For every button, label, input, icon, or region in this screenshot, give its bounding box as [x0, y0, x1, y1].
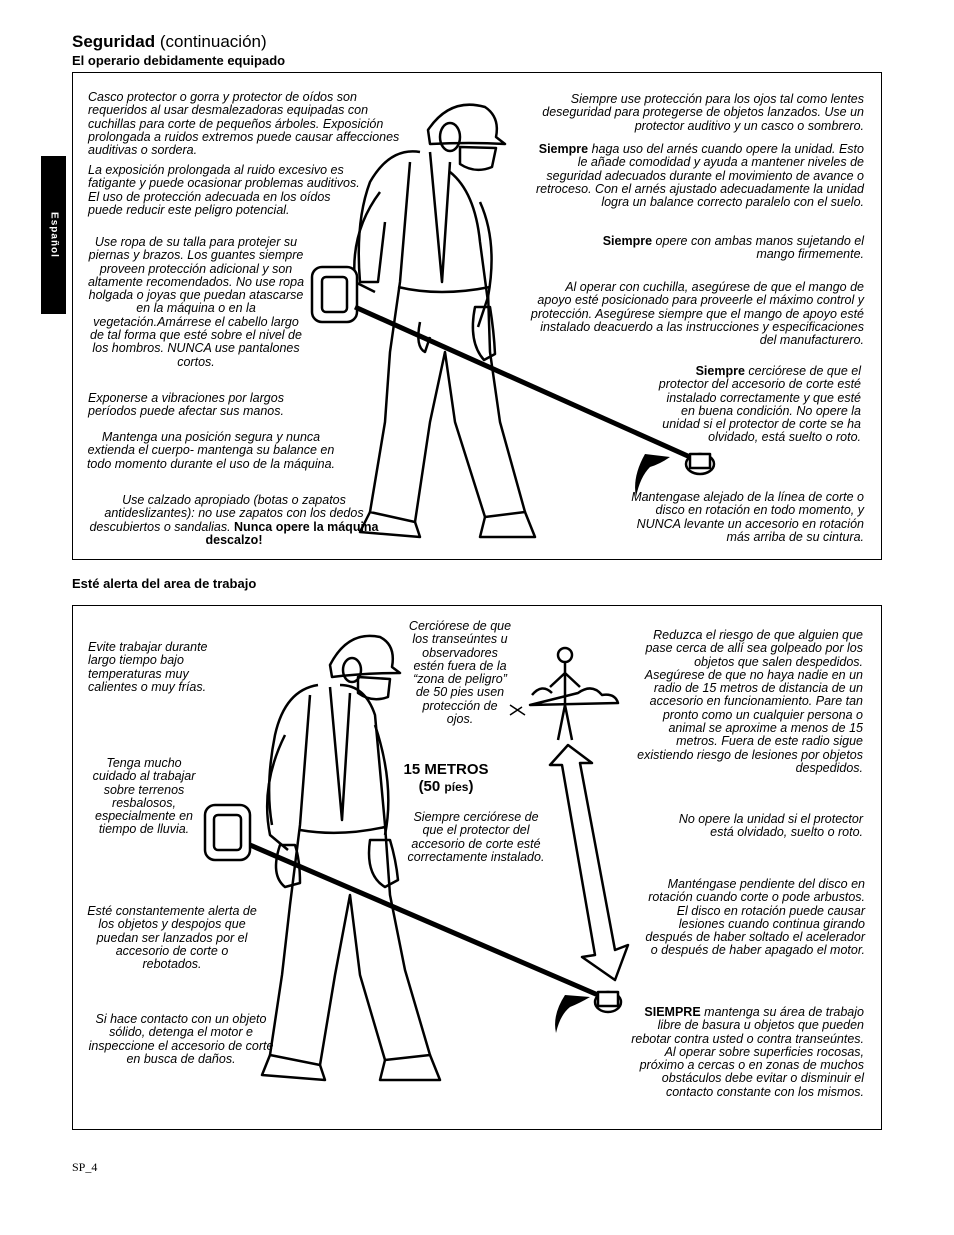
thrown-objects-note: Esté constantemente alerta de los objetos y despojos que puedan ser lanzados por el accesorio de corte o rebotados. — [87, 904, 257, 972]
subtitle: El operario debidamente equipado — [72, 53, 286, 68]
distance-meters: 15 METROS — [403, 761, 489, 778]
page-title — [72, 32, 267, 52]
distance-feet: (50 píes) — [418, 778, 474, 795]
vibration-note: Exponerse a vibraciones por largos períodos puede afectar sus manos. — [88, 391, 284, 419]
slippery-terrain-note: Tenga mucho cuidado al trabajar sobre terrenos resbalosos, especialmente en tiempo de lluvia. — [92, 756, 196, 837]
footwear-note: Use calzado apropiado (botas o zapatos antideslizantes): no use zapatos con los dedos descubiertos o sandalias. Nunca opere la máquina descalzo! — [89, 493, 379, 547]
eye-protection-note: Siempre use protección para los ojos tal como lentes deseguridad para protegerse de objetos lanzados. Use un protector auditivo y un casco o sombrero. — [542, 92, 864, 133]
support-handle-note: Al operar con cuchilla, asegúrese de que el mango de apoyo esté posicionado para proveerle el máximo control y protección. Asegúrese siempre que el mango de apoyo esté instalado deacuerdo a las instrucciones y especificaciones del manufacturero. — [530, 280, 864, 348]
clothing-note: Use ropa de su talla para protejer su piernas y brazos. Los guantes siempre proveen protección adicional y son altamente recomendados. No use ropa holgada o joyas que puedan atascarse en la máquina o en la vegetación.Amárrese el cabello largo de tal forma que esté sobre el nivel de los hombros. NUNCA use pantalones cortos. — [87, 235, 305, 369]
language-tab-label: Español — [48, 212, 59, 258]
keep-away-note: Mantengase alejado de la línea de corte o disco en rotación en todo momento, y NUNCA levante un accesorio en rotación más arriba de su cintura. — [631, 490, 864, 544]
distance-label — [396, 761, 496, 796]
rotating-disk-note: Manténgase pendiente del disco en rotación cuando corte o pode arbustos. El disco en rotación puede causar lesiones cuando continua girando después de haber soltado el acelerador o después de haber apagado el motor. — [645, 877, 865, 958]
clear-area-note: SIEMPRE mantenga su área de trabajo libre de basura u objetos que pueden rebotar contra usted o contra transeúntes. Al operar sobre superficies rocosas, próximo a cercas o en zonas de muchos obstáculos debe evitar o disminuir el contacto constante con los mismos. — [631, 1005, 864, 1099]
guard-installed-note: Siempre cerciórese de que el protector del accesorio de corte esté correctamente instalado. — [407, 810, 545, 864]
missing-guard-note: No opere la unidad si el protector está olvidado, suelto o roto. — [678, 812, 863, 840]
bystander-note: Cerciórese de que los transeúntes u observadores estén fuera de la “zona de peligro” de 50 pies usen protección de ojos. — [408, 619, 512, 727]
language-tab — [41, 156, 66, 314]
guard-note: Siempre cerciórese de que el protector del accesorio de corte esté instalado correctamente y que esté en buena condición. No opere la unidad si el protector de corte se ha olvidado, está suelto o roto. — [658, 364, 861, 445]
title-rest: (continuación) — [159, 32, 267, 51]
title-bold: Seguridad — [72, 32, 156, 51]
temperature-note: Evite trabajar durante largo tiempo bajo temperaturas muy calientes o muy frías. — [88, 640, 208, 694]
radius-note: Reduzca el riesgo de que alguien que pase cerca de allí sea golpeado por los objetos que salen despedidos. Asegúrese de que no haya nadie en un radio de 15 metros de distancia de un accesorio en funcionamiento. Pare tan pronto como un cualquier persona o animal se aproxime a menos de 15 metros. Fuera de este radio sigue existiendo riesgo de lesiones por objetos despedidos. — [637, 628, 863, 775]
page-number: SP_4 — [72, 1160, 98, 1174]
barefoot-warning: Nunca opere la máquina descalzo! — [205, 519, 379, 547]
noise-note: La exposición prolongada al ruido excesivo es fatigante y puede ocasionar problemas auditivos. El uso de protección adecuada en los oídos puede reducir este peligro potencial. — [88, 163, 360, 217]
solid-object-note: Si hace contacto con un objeto sólido, detenga el motor e inspeccione el accesorio de corte en busca de daños. — [88, 1012, 274, 1066]
both-hands-note: Siempre opere con ambas manos sujetando el mango firmemente. — [602, 234, 864, 262]
helmet-note: Casco protector o gorra y protector de oídos son requeridos al usar desmalezadoras equipadas con cuchillas para corte de pequeños árboles. Exposición prolongada a ruidos extremos puede causar affecciones auditivas o sordera. — [88, 90, 400, 158]
section2-title: Esté alerta del area de trabajo — [72, 576, 257, 591]
harness-note: Siempre haga uso del arnés cuando opere la unidad. Esto le añade comodidad y ayuda a mantener niveles de seguridad adecuados durante el movimiento de avance o retroceso. Con el arnés ajustado adecuadamente la unidad logra un balance correcto paralelo con el suelo. — [536, 142, 864, 210]
stance-note: Mantenga una posición segura y nunca extienda el cuerpo- mantenga su balance en todo momento durante el uso de la máquina. — [86, 430, 336, 471]
